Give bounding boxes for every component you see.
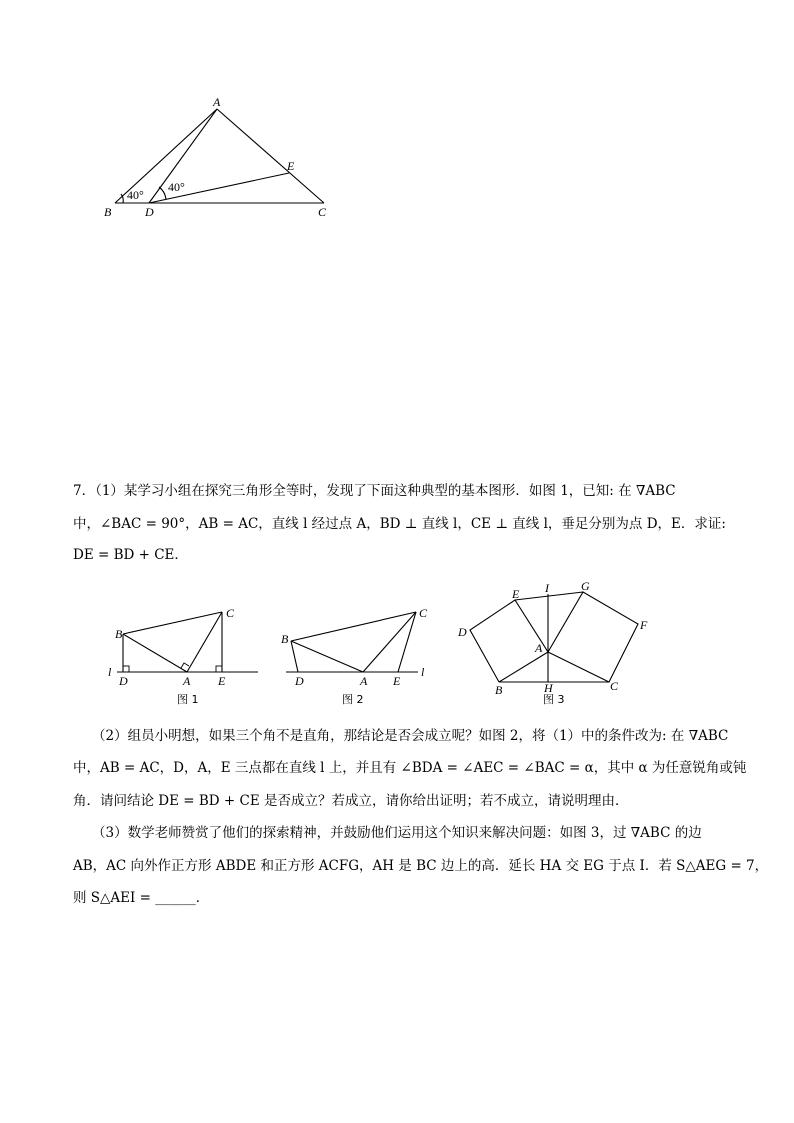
figure-3 bbox=[470, 592, 638, 682]
problem7-line3: DE = BD + CE． bbox=[73, 547, 188, 563]
label-d: D bbox=[145, 205, 154, 219]
figure-1 bbox=[117, 612, 258, 672]
fig3-caption: 图 3 bbox=[543, 693, 565, 706]
fig3-label-i: I bbox=[545, 581, 549, 595]
fig3-label-d: D bbox=[458, 625, 467, 639]
label-c: C bbox=[318, 205, 327, 219]
problem7-line1: 7．（1）某学习小组在探究三角形全等时，发现了下面这种典型的基本图形．如图 1，已知: 在 ∇ABC bbox=[73, 483, 676, 499]
fig2-label-b: B bbox=[281, 632, 289, 646]
fig3-label-h: H bbox=[544, 681, 553, 695]
fig2-label-d: D bbox=[295, 674, 304, 688]
segment-ac bbox=[217, 109, 324, 203]
fig3-label-g: G bbox=[581, 579, 590, 593]
fig2-caption: 图 2 bbox=[342, 693, 364, 706]
figure-2 bbox=[286, 612, 418, 672]
fig3-label-a: A bbox=[535, 641, 543, 655]
fig1-label-a: A bbox=[183, 674, 191, 688]
part3-line3: 则 S△AEI = ______． bbox=[73, 890, 210, 906]
label-e: E bbox=[287, 159, 295, 173]
problem7-line2: 中，∠BAC = 90°，AB = AC，直线 l 经过点 A，BD ⊥ 直线 l，CE ⊥ 直线 l，垂足分别为点 D，E．求证: bbox=[73, 516, 726, 532]
fig3-label-e: E bbox=[512, 587, 520, 601]
angle-label-b: 40° bbox=[127, 188, 144, 202]
label-a: A bbox=[213, 95, 221, 109]
fig1-label-l: l bbox=[108, 665, 112, 679]
fig1-label-e: E bbox=[218, 674, 226, 688]
fig1-label-c: C bbox=[226, 606, 235, 620]
fig2-label-e: E bbox=[393, 674, 401, 688]
angle-arc-d bbox=[159, 187, 166, 199]
part2-line2: 中，AB = AC，D，A，E 三点都在直线 l 上，并且有 ∠BDA = ∠AEC = ∠BAC = α，其中 α 为任意锐角或钝 bbox=[73, 760, 747, 776]
part3-line1: （3）数学老师赞赏了他们的探索精神，并鼓励他们运用这个知识来解决问题：如图 3，过 ∇ABC 的边 bbox=[92, 825, 702, 841]
fig2-label-a: A bbox=[360, 674, 368, 688]
fig3-label-f: F bbox=[640, 618, 648, 632]
fig1-label-b: B bbox=[115, 627, 123, 641]
fig2-label-l: l bbox=[421, 665, 425, 679]
fig1-label-d: D bbox=[119, 674, 128, 688]
fig3-label-c: C bbox=[610, 679, 619, 693]
part2-line1: （2）组员小明想，如果三个角不是直角，那结论是否会成立呢？如图 2，将（1）中的条件改为: 在 ∇ABC bbox=[92, 728, 729, 744]
figures-row bbox=[100, 575, 670, 710]
fig3-label-b: B bbox=[495, 683, 503, 697]
label-b: B bbox=[104, 205, 112, 219]
angle-label-d: 40° bbox=[168, 180, 185, 194]
fig1-caption: 图 1 bbox=[177, 693, 199, 706]
part3-line2: AB，AC 向外作正方形 ABDE 和正方形 ACFG，AH 是 BC 边上的高．延长 HA 交 EG 于点 I．若 S△AEG = 7， bbox=[73, 858, 769, 874]
fig2-label-c: C bbox=[419, 606, 428, 620]
part2-line3: 角．请问结论 DE = BD + CE 是否成立？若成立，请你给出证明；若不成立，请说明理由． bbox=[73, 793, 629, 809]
figure-top-triangle bbox=[95, 92, 345, 227]
